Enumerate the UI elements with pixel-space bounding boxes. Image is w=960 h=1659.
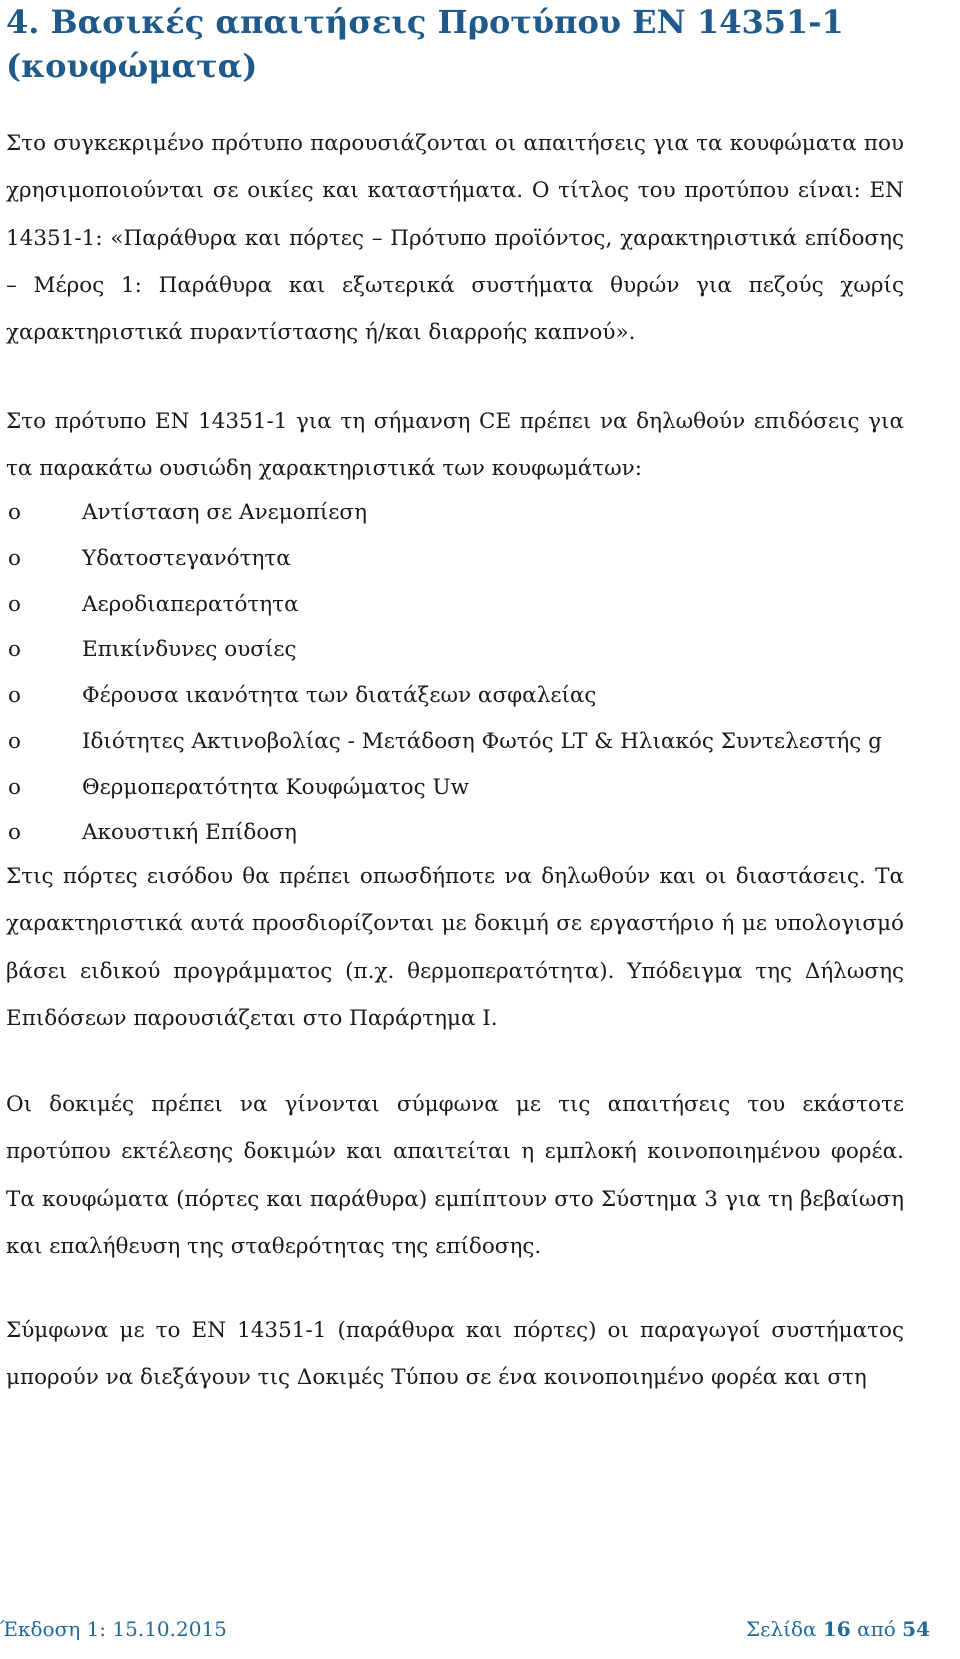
list-item <box>6 765 906 811</box>
intro-paragraph: Στο συγκεκριμένο πρότυπο παρουσιάζονται οι απαιτήσεις για τα κουφώματα που χρησιμοποιούνται σε οικίες και καταστήματα. Ο τίτλος του προτύπου είναι: ΕΝ 14351-1: «Παράθυρα και πόρτες – Πρότυπο προϊόντος, χαρακτηριστικά επίδοσης – Μέρος 1: Παράθυρα και εξωτερικά συστήματα θυρών για πεζούς χωρίς χαρακτηριστικά πυραντίστασης ή/και διαρροής καπνού». <box>6 131 904 346</box>
list-item-text: Ιδιότητες Ακτινοβολίας - Μετάδοση Φωτός LT & Ηλιακός Συντελεστής g <box>82 728 882 754</box>
page-label: Σελίδα <box>745 1617 817 1641</box>
page-total: 54 <box>902 1617 930 1641</box>
list-item <box>6 627 906 673</box>
section-heading <box>6 0 906 88</box>
ce-marking-paragraph: Στο πρότυπο ΕΝ 14351-1 για τη σήμανση CE πρέπει να δηλωθούν επιδόσεις για τα παρακάτω ουσιώδη χαρακτηριστικά των κουφωμάτων: <box>6 409 904 482</box>
list-item-text: Ακουστική Επίδοση <box>82 820 297 846</box>
section-heading-line2: (κουφώματα) <box>6 47 258 85</box>
bullet-marker: o <box>8 637 21 663</box>
bullet-marker: o <box>8 774 21 800</box>
type-testing-paragraph: Σύμφωνα με το ΕΝ 14351-1 (παράθυρα και πόρτες) οι παραγωγοί συστήματος μπορούν να διεξάγουν τις Δοκιμές Τύπου σε ένα κοινοποιημένο φορέα και στη <box>6 1318 904 1391</box>
bullet-marker: o <box>8 728 21 754</box>
list-item <box>6 536 906 582</box>
list-item-text: Επικίνδυνες ουσίες <box>82 637 297 663</box>
list-item <box>6 582 906 628</box>
list-item <box>6 490 906 536</box>
entry-doors-paragraph: Στις πόρτες εισόδου θα πρέπει οπωσδήποτε να δηλωθούν και οι διαστάσεις. Τα χαρακτηριστικά αυτά προσδιορίζονται με δοκιμή σε εργαστήριο ή με υπολογισμό βάσει ειδικού προγράμματος (π.χ. θερμοπερατότητα). Υπόδειγμα της Δήλωσης Επιδόσεων παρουσιάζεται στο Παράρτημα Ι. <box>6 864 904 1031</box>
bullet-marker: o <box>8 500 21 525</box>
list-item <box>6 673 906 719</box>
page-footer <box>0 1614 960 1644</box>
page-current: 16 <box>822 1617 851 1641</box>
edition-info: Έκδοση 1: 15.10.2015 <box>0 1617 227 1641</box>
list-item-text: Αντίσταση σε Ανεμοπίεση <box>82 500 367 525</box>
list-item-text: Θερμοπερατότητα Κουφώματος Uw <box>82 774 469 800</box>
list-item <box>6 719 906 765</box>
page-number <box>746 1614 930 1644</box>
section-heading-line1: 4. Βασικές απαιτήσεις Προτύπου ΕΝ 14351-1 <box>6 3 844 41</box>
list-item-text: Φέρουσα ικανότητα των διατάξεων ασφαλείας <box>82 683 597 708</box>
bullet-marker: o <box>8 683 21 708</box>
characteristics-list <box>6 490 906 856</box>
testing-paragraph: Οι δοκιμές πρέπει να γίνονται σύμφωνα με τις απαιτήσεις του εκάστοτε προτύπου εκτέλεσης δοκιμών και απαιτείται η εμπλοκή κοινοποιημένου φορέα. Τα κουφώματα (πόρτες και παράθυρα) εμπίπτουν στο Σύστημα 3 για τη βεβαίωση και επαλήθευση της σταθερότητας της επίδοσης. <box>6 1092 904 1259</box>
list-item <box>6 810 906 856</box>
bullet-marker: o <box>8 820 21 846</box>
page-of: από <box>857 1617 896 1641</box>
list-item-text: Αεροδιαπερατότητα <box>82 591 299 617</box>
list-item-text: Υδατοστεγανότητα <box>82 545 291 571</box>
bullet-marker: o <box>8 591 21 617</box>
bullet-marker: o <box>8 545 21 571</box>
